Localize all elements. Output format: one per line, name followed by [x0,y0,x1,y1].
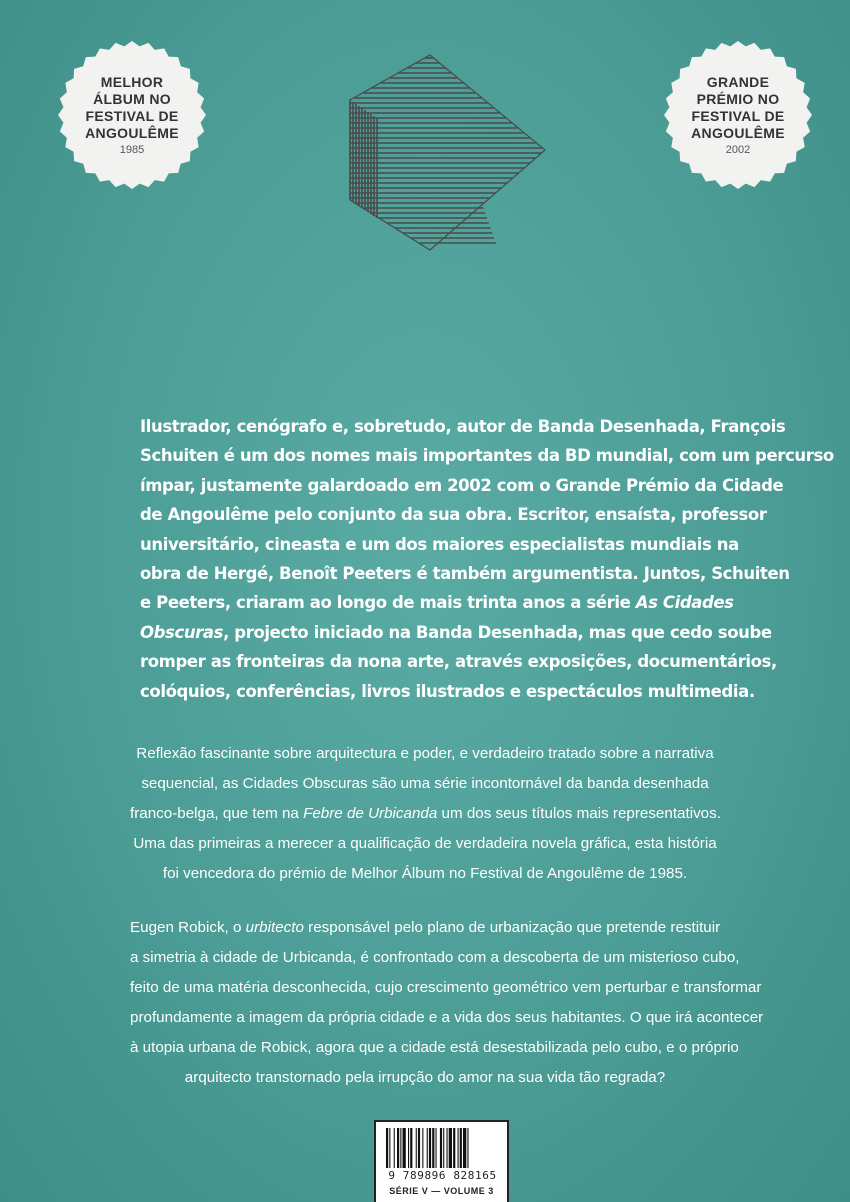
badge-line: PRÉMIO NO [696,91,780,107]
text-line: arquitecto transtornado pela irrupção do amor na sua vida tão regrada? [184,1069,666,1086]
cube-illustration [330,50,560,260]
badge-line: ÁLBUM NO [93,91,171,107]
text-line: ímpar, justamente galardoado em 2002 com o Grande Prémio da Cidade [140,475,784,495]
text-line: universitário, cineasta e um dos maiores especialistas mundiais na [140,534,739,554]
award-badge-1985 [57,40,207,190]
text-line: profundamente a imagem da própria cidade e a vida dos seus habitantes. O que irá acontecer [130,1009,764,1026]
book-title: Febre de Urbicanda [303,805,438,822]
text-line: feito de uma matéria desconhecida, cujo crescimento geométrico vem perturbar e transformar [130,979,762,996]
barcode [384,1128,501,1170]
text-line: Ilustrador, cenógrafo e, sobretudo, autor de Banda Desenhada, François [140,417,786,436]
text-line: sequencial, as Cidades Obscuras são uma série incontornável da banda desenhada [141,775,709,792]
text-line: de Angoulême pelo conjunto da sua obra. Escritor, ensaísta, professor [140,505,767,525]
text-line [140,588,734,617]
author-intro-paragraph [140,412,834,706]
series-volume: SÉRIE V — VOLUME 3 [389,1186,494,1196]
synopsis-paragraph [130,913,764,1093]
badge-line: ANGOULÊME [691,125,785,141]
text-run: e Peeters, criaram ao longo de mais trinta anos a série [140,593,636,613]
text-line [140,618,772,647]
text-line: obra de Hergé, Benoît Peeters é também argumentista. Juntos, Schuiten [140,564,790,584]
text-line: Schuiten é um dos nomes mais importantes da BD mundial, com um percurso [140,446,834,466]
text-line [130,913,720,943]
text-line: Uma das primeiras a merecer a qualificação de verdadeira novela gráfica, esta história [133,835,717,852]
text-line: à utopia urbana de Robick, agora que a cidade está desestabilizada pelo cubo, e o próprio [130,1039,739,1056]
text-line: colóquios, conferências, livros ilustrados e espectáculos multimedia. [140,681,755,701]
badge-line: GRANDE [706,74,770,90]
text-line: Reflexão fascinante sobre arquitectura e poder, e verdadeiro tratado sobre a narrativa [136,745,714,762]
series-title: As Cidades [635,593,734,613]
badge-year: 2002 [725,144,751,156]
text-run: responsável pelo plano de urbanização que pretende restituir [303,919,721,936]
badge-line: MELHOR [100,74,164,90]
series-description-paragraph [130,739,720,889]
text-run: , projecto iniciado na Banda Desenhada, mas que cedo soube [223,622,772,642]
badge-year: 1985 [119,144,145,156]
isbn-number: 9 789896 828165 [388,1169,497,1182]
series-title: Obscuras [140,622,224,642]
text-line: foi vencedora do prémio de Melhor Álbum no Festival de Angoulême de 1985. [162,865,688,882]
emphasis-term: urbitecto [245,919,304,936]
badge-line: FESTIVAL DE [691,108,785,124]
text-run: franco-belga, que tem na [130,805,304,822]
badge-line: FESTIVAL DE [85,108,179,124]
barcode-label [374,1120,509,1202]
text-line [130,799,720,829]
badge-line: ANGOULÊME [85,125,179,141]
text-run: um dos seus títulos mais representativos. [437,805,721,822]
text-run: Eugen Robick, o [130,919,246,936]
text-line: romper as fronteiras da nona arte, através exposições, documentários, [140,652,777,672]
text-line: a simetria à cidade de Urbicanda, é confrontado com a descoberta de um misterioso cubo, [130,949,740,966]
award-badge-2002 [663,40,813,190]
